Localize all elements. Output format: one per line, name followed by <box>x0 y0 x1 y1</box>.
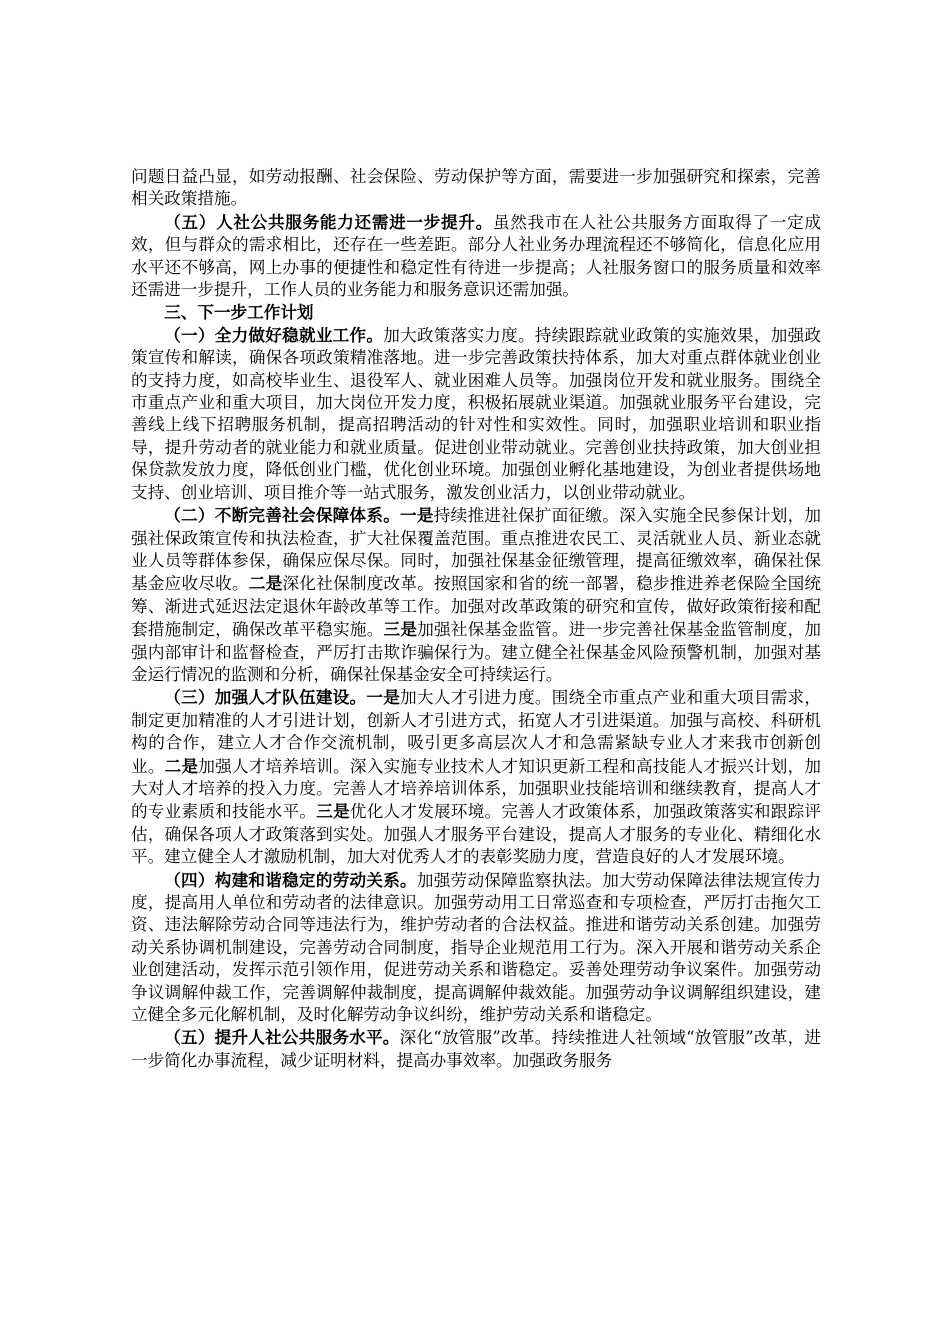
bold-lead-text: （三）加强人才队伍建设。一是 <box>164 687 401 708</box>
bold-lead-text: 二是 <box>248 573 283 594</box>
bold-lead-text: （四）构建和谐稳定的劳动关系。 <box>164 869 417 890</box>
document-page <box>131 166 821 1072</box>
paragraph-text: 优化人才发展环境。完善人才政策体系，加强政策落实和跟踪评估，确保各项人才政策落到实处。加强人才服务平台建设，提高人才服务的专业化、精细化水平。建立健全人才激励机制，加大对优秀人才的表彰奖励力度，营造良好的人才发展环境。 <box>131 802 822 867</box>
bold-lead-text: 三、下一步工作计划 <box>164 302 314 323</box>
paragraph-text: 深化社保制度改革。按照国家和省的统一部署，稳步推进养老保险全国统筹、渐进式延迟法定退休年龄改革等工作。加强对改革政策的研究和宣传，做好政策衔接和配套措施制定，确保改革平稳实施。 <box>131 574 822 640</box>
paragraph-text: 加大人才引进力度。围绕全市重点产业和重大项目需求，制定更加精准的人才引进计划，创新人才引进方式，拓宽人才引进渠道。加强与高校、科研机构的合作，建立人才合作交流机制，吸引更多高层次人才和急需紧缺专业人才来我市创新创业。 <box>131 688 822 776</box>
body-paragraph <box>131 1026 821 1072</box>
paragraph-text: 虽然我市在人社公共服务方面取得了一定成效，但与群众的需求相比，还存在一些差距。部分人社业务办理流程还不够简化，信息化应用水平还不够高，网上办事的便捷性和稳定性有待进一步提高；人社服务窗口的服务质量和效率还需进一步提升，工作人员的业务能力和服务意识还需加强。 <box>131 212 822 300</box>
bold-lead-text: 三是 <box>316 801 350 822</box>
bold-lead-text: （五）人社公共服务能力还需进一步提升。 <box>164 211 493 232</box>
body-paragraph <box>131 686 821 868</box>
bold-lead-text: （一）全力做好稳就业工作。 <box>164 324 384 345</box>
body-paragraph <box>131 504 821 686</box>
bold-lead-text: （五）提升人社公共服务水平。 <box>164 1027 400 1048</box>
paragraph-text: 持续推进社保扩面征缴。深入实施全民参保计划，加强社保政策宣传和执法检查，扩大社保覆盖范围。重点推进农民工、灵活就业人员、新业态就业人员等群体参保，确保应保尽保。同时，加强社保基金征缴管理，提高征缴效率，确保社保基金应收尽收。 <box>131 506 822 594</box>
paragraph-text: 问题日益凸显，如劳动报酬、社会保险、劳动保护等方面，需要进一步加强研究和探索，完善相关政策措施。 <box>131 167 821 209</box>
paragraph-text: 加大政策落实力度。持续跟踪就业政策的实施效果，加强政策宣传和解读，确保各项政策精准落地。进一步完善政策扶持体系，加大对重点群体就业创业的支持力度，如高校毕业生、退役军人、就业困难人员等。加强岗位开发和就业服务。围绕全市重点产业和重大项目，加大岗位开发力度，积极拓展就业渠道。加强就业服务平台建设，完善线上线下招聘服务机制，提高招聘活动的针对性和实效性。同时，加强职业培训和职业指导，提升劳动者的就业能力和就业质量。促进创业带动就业。完善创业扶持政策，加大创业担保贷款发放力度，降低创业门槛，优化创业环境。加强创业孵化基地建设，为创业者提供场地支持、创业培训、项目推介等一站式服务，激发创业活力，以创业带动就业。 <box>131 325 822 502</box>
paragraph-text: 深化“放管服”改革。持续推进人社领域“放管服”改革，进一步简化办事流程，减少证明材料，提高办事效率。加强政务服务 <box>131 1028 822 1070</box>
section-heading <box>131 301 821 323</box>
paragraph-text: 加强社保基金监管。进一步完善社保基金监管制度，加强内部审计和监督检查，严厉打击欺诈骗保行为。建立健全社保基金风险预警机制，加强对基金运行情况的监测和分析，确保社保基金安全可持续运行。 <box>131 620 822 684</box>
body-paragraph <box>131 166 821 211</box>
body-paragraph <box>131 869 821 1027</box>
paragraph-text: 加强人才培养培训。深入实施专业技术人才知识更新工程和高技能人才振兴计划，加大对人才培养的投入力度。完善人才培养培训体系，加强职业技能培训和继续教育，提高人才的专业素质和技能水平。 <box>131 756 822 822</box>
paragraph-text: 加强劳动保障监察执法。加大劳动保障法律法规宣传力度，提高用人单位和劳动者的法律意识。加强劳动用工日常巡查和专项检查，严厉打击拖欠工资、违法解除劳动合同等违法行为，维护劳动者的合法权益。推进和谐劳动关系创建。加强劳动关系协调机制建设，完善劳动合同制度，指导企业规范用工行为。深入开展和谐劳动关系企业创建活动，发挥示范引领作用，促进劳动关系和谐稳定。妥善处理劳动争议案件。加强劳动争议调解仲裁工作，完善调解仲裁制度，提高调解仲裁效能。加强劳动争议调解组织建设，建立健全多元化解机制，及时化解劳动争议纠纷，维护劳动关系和谐稳定。 <box>131 870 821 1025</box>
bold-lead-text: （二）不断完善社会保障体系。一是 <box>164 505 434 526</box>
body-paragraph <box>131 324 821 504</box>
body-paragraph <box>131 211 821 302</box>
bold-lead-text: 三是 <box>383 619 418 640</box>
bold-lead-text: 二是 <box>164 755 199 776</box>
